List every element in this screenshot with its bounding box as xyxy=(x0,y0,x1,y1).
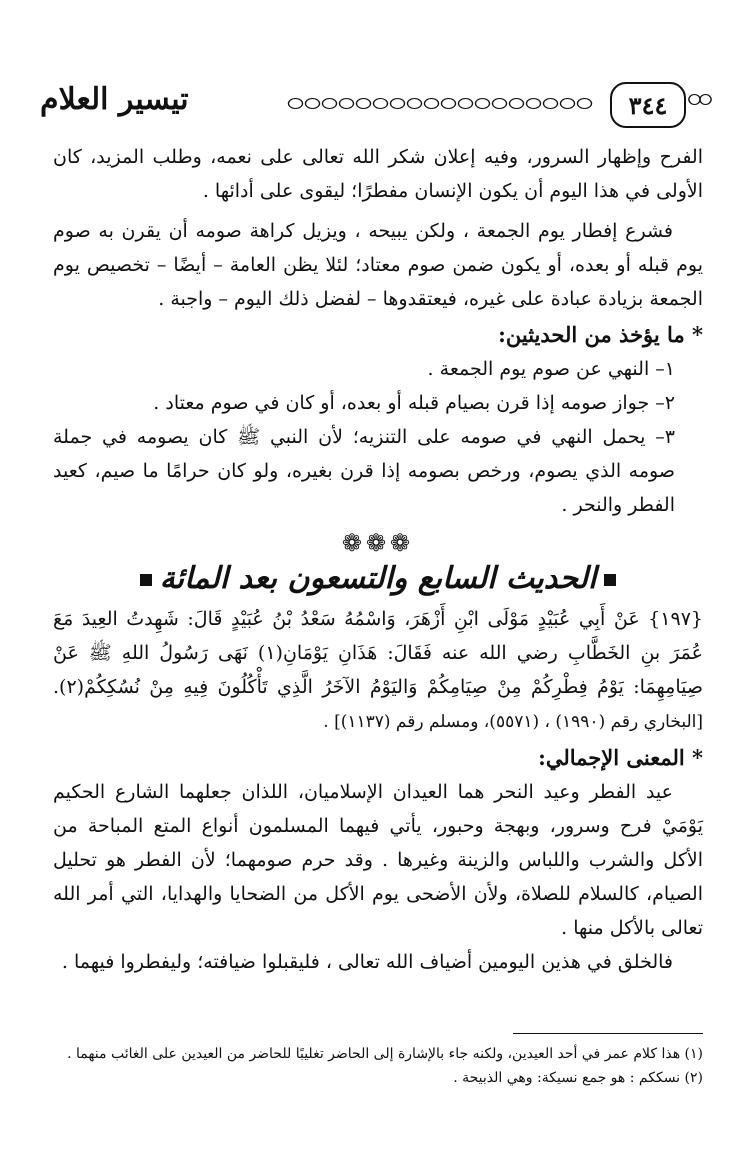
hadith-heading xyxy=(53,562,703,596)
header-chain-ornament xyxy=(290,96,590,110)
list-number: ١– xyxy=(655,358,675,380)
ornament-divider: ❁❁❁ xyxy=(341,529,415,557)
book-title: تيسير العلام xyxy=(40,82,189,117)
paragraph: عيد الفطر وعيد النحر هما العيدان الإسلاميان، اللذان جعلهما الشارع الحكيم يَوْمَيْ فرح وسرور، وبهجة وحبور، يأتي فيهما المسلمون أنواع المتع المباحة من الأكل والشرب واللباس والزينة وغيرها . وقد حرم صومهما؛ لأن الفطر هو تحليل الصيام، كالسلام للصلاة، ولأن الأضحى يوم الأكل من الضحايا والهدايا، التي أمر الله تعالى بالأكل منها . xyxy=(53,781,703,939)
list-item xyxy=(53,352,703,386)
square-bullet-icon xyxy=(140,574,152,586)
list-item xyxy=(53,420,703,522)
paragraph: الفرح وإظهار السرور، وفيه إعلان شكر الله تعالى على نعمه، وطلب المزيد، كان الأولى في هذا اليوم أن يكون الإنسان مفطرًا؛ ليقوى على أدائها . xyxy=(53,146,703,202)
hadith-heading-text: الحديث السابع والتسعون بعد المائة xyxy=(159,561,597,596)
paragraph: فالخلق في هذين اليومين أضياف الله تعالى ، فليقبلوا ضيافته؛ وليفطروا فيهما . xyxy=(61,951,673,973)
footnotes xyxy=(53,1042,703,1090)
paragraph: فشرع إفطار يوم الجمعة ، ولكن يبيحه ، ويزيل كراهة صومه أن يقرن به صوم يوم قبله أو بعده، أو يكون ضمن صوم معتاد؛ لئلا يظن العامة – أيضًا – تخصيص يوم الجمعة بزيادة عبادة على غيره، فيعتقدوها – لفضل ذلك اليوم – واجبة . xyxy=(53,220,703,310)
main-text xyxy=(53,140,703,979)
footnote-divider xyxy=(513,1033,703,1034)
section-title: * المعنى الإجمالي: xyxy=(538,745,703,770)
section-title: * ما يؤخذ من الحديثين: xyxy=(498,322,703,347)
square-bullet-icon xyxy=(604,574,616,586)
list-number: ٢– xyxy=(655,392,675,414)
header-ornament xyxy=(690,94,710,110)
hadith-text xyxy=(53,602,703,739)
list-number: ٣– xyxy=(655,426,675,448)
list-text: جواز صومه إذا قرن بصيام قبله أو بعده، أو كان في صوم معتاد . xyxy=(153,392,650,414)
list-text: يحمل النهي في صومه على التنزيه؛ لأن النبي ﷺ كان يصومه في جملة صومه الذي يصوم، ورخص بصومه إذا قرن بغيره، ولو كان حرامًا ما صيم، كعيد الفطر والنحر . xyxy=(53,426,675,516)
list-text: النهي عن صوم يوم الجمعة . xyxy=(427,358,650,380)
footnote: (١) هذا كلام عمر في أحد العيدين، ولكنه جاء بالإشارة إلى الحاضر تغليبًا للحاضر من العيدين على الغائب منهما . xyxy=(67,1046,703,1062)
footnote: (٢) نسككم : هو جمع نسيكة: وهي الذبيحة . xyxy=(453,1070,703,1086)
list-item xyxy=(53,386,703,420)
hadith-body: {١٩٧} عَنْ أَبِي عُبَيْدٍ مَوْلَى ابْنِ أَزْهَرَ، وَاسْمُهُ سَعْدُ بْنُ عُبَيْدٍ قَالَ: شَهِدتُ العِيدَ مَعَ عُمَرَ بنِ الخَطَّابِ رضي الله عنه فَقَالَ: هَذَانِ يَوْمَانِ(١) نَهَى رَسُولُ اللهِ ﷺ عَنْ صِيَامِهِمَا: يَوْمُ فِطْرِكُمْ مِنْ صِيَامِكُمْ وَاليَوْمُ الآخَرُ الَّذِي تَأْكُلُونَ فِيهِ مِنْ نُسُكِكُمْ(٢). xyxy=(53,608,704,698)
hadith-source: [البخاري رقم (١٩٩٠) ، (٥٥٧١)، ومسلم رقم (١١٣٧)] . xyxy=(323,712,703,732)
page-number: ٣٤٤ xyxy=(610,82,686,128)
page-header xyxy=(40,80,710,130)
